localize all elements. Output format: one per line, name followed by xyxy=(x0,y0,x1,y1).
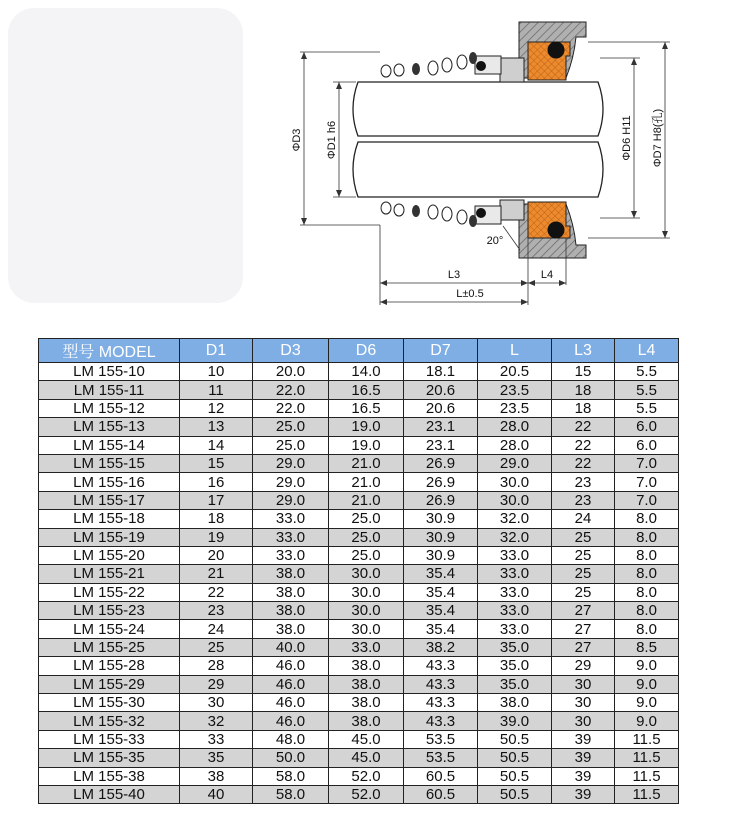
cell-d6: 33.0 xyxy=(329,638,404,656)
label-angle: 20° xyxy=(486,235,504,247)
cell-d3: 22.0 xyxy=(253,399,329,417)
cell-d6: 25.0 xyxy=(329,528,404,546)
cell-l4: 8.0 xyxy=(615,602,679,620)
cell-l: 23.5 xyxy=(478,399,552,417)
cell-d6: 30.0 xyxy=(329,583,404,601)
cell-l4: 7.0 xyxy=(615,473,679,491)
cell-l3: 25 xyxy=(552,528,615,546)
cell-d6: 16.5 xyxy=(329,381,404,399)
cell-model: LM 155-16 xyxy=(39,473,180,491)
header-l3: L3 xyxy=(552,339,615,363)
cell-l3: 22 xyxy=(552,418,615,436)
cell-d6: 19.0 xyxy=(329,418,404,436)
cell-l3: 30 xyxy=(552,694,615,712)
cell-d1: 21 xyxy=(180,565,253,583)
cell-d6: 16.5 xyxy=(329,399,404,417)
cell-l4: 8.5 xyxy=(615,638,679,656)
cell-d6: 21.0 xyxy=(329,454,404,472)
cell-l4: 11.5 xyxy=(615,749,679,767)
cell-d7: 23.1 xyxy=(404,436,478,454)
cell-l4: 5.5 xyxy=(615,399,679,417)
table-row xyxy=(39,620,679,638)
cell-d3: 46.0 xyxy=(253,694,329,712)
cell-d3: 38.0 xyxy=(253,620,329,638)
cell-l: 50.5 xyxy=(478,767,552,785)
cell-model: LM 155-12 xyxy=(39,399,180,417)
cell-d3: 38.0 xyxy=(253,602,329,620)
cell-d1: 13 xyxy=(180,418,253,436)
cell-d3: 58.0 xyxy=(253,767,329,785)
seal-cross-section-drawing xyxy=(255,12,675,312)
cell-l4: 8.0 xyxy=(615,546,679,564)
cell-l3: 39 xyxy=(552,749,615,767)
cell-d7: 18.1 xyxy=(404,363,478,381)
cell-l4: 6.0 xyxy=(615,418,679,436)
cell-l3: 18 xyxy=(552,381,615,399)
cell-l4: 9.0 xyxy=(615,694,679,712)
cell-model: LM 155-25 xyxy=(39,638,180,656)
cell-d3: 22.0 xyxy=(253,381,329,399)
cell-l3: 22 xyxy=(552,436,615,454)
cell-l4: 5.5 xyxy=(615,381,679,399)
cell-d3: 33.0 xyxy=(253,528,329,546)
cell-d7: 35.4 xyxy=(404,583,478,601)
cell-d3: 58.0 xyxy=(253,785,329,803)
cell-d7: 38.2 xyxy=(404,638,478,656)
cell-d7: 26.9 xyxy=(404,473,478,491)
cell-l4: 8.0 xyxy=(615,528,679,546)
cell-d3: 29.0 xyxy=(253,473,329,491)
table-row xyxy=(39,418,679,436)
header-d1: D1 xyxy=(180,339,253,363)
cell-model: LM 155-35 xyxy=(39,749,180,767)
cell-d3: 46.0 xyxy=(253,675,329,693)
cell-l: 33.0 xyxy=(478,620,552,638)
cell-d7: 43.3 xyxy=(404,694,478,712)
label-l4: L4 xyxy=(540,269,554,281)
cell-model: LM 155-38 xyxy=(39,767,180,785)
cell-d1: 29 xyxy=(180,675,253,693)
cell-model: LM 155-14 xyxy=(39,436,180,454)
cell-l3: 15 xyxy=(552,363,615,381)
table-row xyxy=(39,749,679,767)
cell-model: LM 155-23 xyxy=(39,602,180,620)
table-row xyxy=(39,785,679,803)
cell-model: LM 155-33 xyxy=(39,730,180,748)
cell-l: 32.0 xyxy=(478,528,552,546)
cell-d6: 25.0 xyxy=(329,510,404,528)
label-d3: ΦD3 xyxy=(291,128,303,152)
cell-l3: 23 xyxy=(552,491,615,509)
cell-l3: 25 xyxy=(552,546,615,564)
cell-d3: 25.0 xyxy=(253,418,329,436)
cell-d3: 29.0 xyxy=(253,454,329,472)
table-row xyxy=(39,528,679,546)
cell-d6: 38.0 xyxy=(329,694,404,712)
cell-d3: 33.0 xyxy=(253,510,329,528)
cell-d1: 17 xyxy=(180,491,253,509)
cell-d1: 25 xyxy=(180,638,253,656)
cell-l3: 27 xyxy=(552,620,615,638)
cell-d1: 10 xyxy=(180,363,253,381)
cell-l: 35.0 xyxy=(478,675,552,693)
shaft-upper xyxy=(353,82,603,136)
cell-d6: 38.0 xyxy=(329,675,404,693)
cell-d1: 40 xyxy=(180,785,253,803)
cell-l3: 25 xyxy=(552,565,615,583)
cell-l: 33.0 xyxy=(478,565,552,583)
cell-l: 23.5 xyxy=(478,381,552,399)
cell-l: 33.0 xyxy=(478,602,552,620)
cell-d7: 43.3 xyxy=(404,675,478,693)
cell-d6: 14.0 xyxy=(329,363,404,381)
table-row xyxy=(39,675,679,693)
cell-l: 39.0 xyxy=(478,712,552,730)
cell-l4: 9.0 xyxy=(615,712,679,730)
cell-d3: 46.0 xyxy=(253,657,329,675)
cell-d1: 30 xyxy=(180,694,253,712)
table-row xyxy=(39,510,679,528)
cell-l3: 25 xyxy=(552,583,615,601)
cell-l4: 8.0 xyxy=(615,565,679,583)
table-row xyxy=(39,694,679,712)
label-l3: L3 xyxy=(447,269,461,281)
cell-l4: 8.0 xyxy=(615,510,679,528)
cell-d3: 40.0 xyxy=(253,638,329,656)
table-row xyxy=(39,583,679,601)
table-row xyxy=(39,638,679,656)
cell-d7: 30.9 xyxy=(404,546,478,564)
cell-model: LM 155-20 xyxy=(39,546,180,564)
cell-d7: 23.1 xyxy=(404,418,478,436)
cell-l: 35.0 xyxy=(478,638,552,656)
cell-l4: 8.0 xyxy=(615,583,679,601)
table-row xyxy=(39,436,679,454)
cell-model: LM 155-13 xyxy=(39,418,180,436)
cell-d1: 12 xyxy=(180,399,253,417)
cell-d1: 38 xyxy=(180,767,253,785)
cell-d6: 45.0 xyxy=(329,749,404,767)
cell-model: LM 155-15 xyxy=(39,454,180,472)
cell-l4: 11.5 xyxy=(615,730,679,748)
cell-model: LM 155-17 xyxy=(39,491,180,509)
cell-l: 35.0 xyxy=(478,657,552,675)
cell-d7: 30.9 xyxy=(404,528,478,546)
header-d3: D3 xyxy=(253,339,329,363)
cell-d7: 60.5 xyxy=(404,785,478,803)
cell-d3: 25.0 xyxy=(253,436,329,454)
cell-l: 33.0 xyxy=(478,583,552,601)
table-row xyxy=(39,363,679,381)
cell-model: LM 155-28 xyxy=(39,657,180,675)
header-d7: D7 xyxy=(404,339,478,363)
cell-l: 28.0 xyxy=(478,418,552,436)
cell-l4: 6.0 xyxy=(615,436,679,454)
header-d6: D6 xyxy=(329,339,404,363)
cell-d1: 14 xyxy=(180,436,253,454)
cell-l: 33.0 xyxy=(478,546,552,564)
cell-l4: 9.0 xyxy=(615,657,679,675)
cell-d1: 22 xyxy=(180,583,253,601)
cell-d7: 20.6 xyxy=(404,381,478,399)
label-d7: ΦD7 H8(孔) xyxy=(652,108,664,168)
cell-d6: 21.0 xyxy=(329,491,404,509)
cell-d3: 29.0 xyxy=(253,491,329,509)
cell-d1: 20 xyxy=(180,546,253,564)
table-row xyxy=(39,730,679,748)
table-row xyxy=(39,712,679,730)
cell-d7: 35.4 xyxy=(404,602,478,620)
cell-d1: 16 xyxy=(180,473,253,491)
cell-l3: 29 xyxy=(552,657,615,675)
cell-d7: 53.5 xyxy=(404,749,478,767)
cell-d1: 28 xyxy=(180,657,253,675)
table-body xyxy=(39,363,679,804)
cell-l3: 30 xyxy=(552,712,615,730)
cell-l: 50.5 xyxy=(478,749,552,767)
label-l: L±0.5 xyxy=(456,288,484,300)
cell-d3: 33.0 xyxy=(253,546,329,564)
cell-l3: 39 xyxy=(552,785,615,803)
cell-l: 28.0 xyxy=(478,436,552,454)
cell-model: LM 155-40 xyxy=(39,785,180,803)
table-row xyxy=(39,381,679,399)
cell-d7: 20.6 xyxy=(404,399,478,417)
cell-l4: 5.5 xyxy=(615,363,679,381)
cell-d6: 52.0 xyxy=(329,785,404,803)
cell-l4: 7.0 xyxy=(615,491,679,509)
cell-model: LM 155-18 xyxy=(39,510,180,528)
cell-d1: 19 xyxy=(180,528,253,546)
cell-d3: 20.0 xyxy=(253,363,329,381)
cell-d7: 53.5 xyxy=(404,730,478,748)
cell-d3: 46.0 xyxy=(253,712,329,730)
header-l: L xyxy=(478,339,552,363)
cell-model: LM 155-11 xyxy=(39,381,180,399)
table-row xyxy=(39,767,679,785)
cell-d1: 23 xyxy=(180,602,253,620)
cell-l3: 39 xyxy=(552,730,615,748)
label-d6: ΦD6 H11 xyxy=(621,115,633,161)
cell-d3: 38.0 xyxy=(253,565,329,583)
cell-d7: 35.4 xyxy=(404,565,478,583)
cell-l4: 11.5 xyxy=(615,785,679,803)
cell-d1: 33 xyxy=(180,730,253,748)
cell-l3: 27 xyxy=(552,638,615,656)
cell-d7: 26.9 xyxy=(404,454,478,472)
cell-l3: 23 xyxy=(552,473,615,491)
cell-d3: 50.0 xyxy=(253,749,329,767)
cell-l3: 30 xyxy=(552,675,615,693)
label-d1: ΦD1 h6 xyxy=(326,120,338,160)
cell-l4: 8.0 xyxy=(615,620,679,638)
cell-d7: 43.3 xyxy=(404,657,478,675)
table-row xyxy=(39,657,679,675)
cell-d6: 45.0 xyxy=(329,730,404,748)
cell-l3: 39 xyxy=(552,767,615,785)
cell-d1: 18 xyxy=(180,510,253,528)
cell-l4: 9.0 xyxy=(615,675,679,693)
cell-model: LM 155-30 xyxy=(39,694,180,712)
cell-model: LM 155-19 xyxy=(39,528,180,546)
cell-d6: 19.0 xyxy=(329,436,404,454)
table-row xyxy=(39,454,679,472)
header-l4: L4 xyxy=(615,339,679,363)
cell-d7: 60.5 xyxy=(404,767,478,785)
table-row xyxy=(39,491,679,509)
table-row xyxy=(39,399,679,417)
cell-l: 50.5 xyxy=(478,730,552,748)
cell-d1: 11 xyxy=(180,381,253,399)
cell-l4: 7.0 xyxy=(615,454,679,472)
table-row xyxy=(39,602,679,620)
cell-d7: 35.4 xyxy=(404,620,478,638)
cell-d6: 38.0 xyxy=(329,657,404,675)
cell-model: LM 155-21 xyxy=(39,565,180,583)
cell-d6: 21.0 xyxy=(329,473,404,491)
cell-l: 50.5 xyxy=(478,785,552,803)
cell-d7: 26.9 xyxy=(404,491,478,509)
table-row xyxy=(39,565,679,583)
cell-d1: 15 xyxy=(180,454,253,472)
cell-l3: 24 xyxy=(552,510,615,528)
cell-d7: 43.3 xyxy=(404,712,478,730)
shaft-lower xyxy=(353,142,603,197)
cell-d6: 38.0 xyxy=(329,712,404,730)
cell-d3: 38.0 xyxy=(253,583,329,601)
cell-d6: 52.0 xyxy=(329,767,404,785)
cell-l: 30.0 xyxy=(478,491,552,509)
cell-model: LM 155-22 xyxy=(39,583,180,601)
cell-d6: 30.0 xyxy=(329,565,404,583)
header-model: 型号 MODEL xyxy=(39,339,180,363)
table-row xyxy=(39,546,679,564)
cell-l3: 27 xyxy=(552,602,615,620)
cell-model: LM 155-32 xyxy=(39,712,180,730)
cell-l: 20.5 xyxy=(478,363,552,381)
cell-d6: 30.0 xyxy=(329,602,404,620)
cell-d1: 32 xyxy=(180,712,253,730)
decorative-backdrop xyxy=(8,8,243,303)
cell-d6: 25.0 xyxy=(329,546,404,564)
cell-l: 30.0 xyxy=(478,473,552,491)
cell-d1: 35 xyxy=(180,749,253,767)
cell-model: LM 155-10 xyxy=(39,363,180,381)
cell-l4: 11.5 xyxy=(615,767,679,785)
cell-d1: 24 xyxy=(180,620,253,638)
cell-d6: 30.0 xyxy=(329,620,404,638)
table-row xyxy=(39,473,679,491)
cell-d3: 48.0 xyxy=(253,730,329,748)
cell-l3: 18 xyxy=(552,399,615,417)
cell-model: LM 155-29 xyxy=(39,675,180,693)
table-header-row xyxy=(39,339,679,363)
cell-l3: 22 xyxy=(552,454,615,472)
cell-l: 29.0 xyxy=(478,454,552,472)
spec-table xyxy=(38,338,679,804)
cell-model: LM 155-24 xyxy=(39,620,180,638)
cell-d7: 30.9 xyxy=(404,510,478,528)
cell-l: 32.0 xyxy=(478,510,552,528)
cell-l: 38.0 xyxy=(478,694,552,712)
